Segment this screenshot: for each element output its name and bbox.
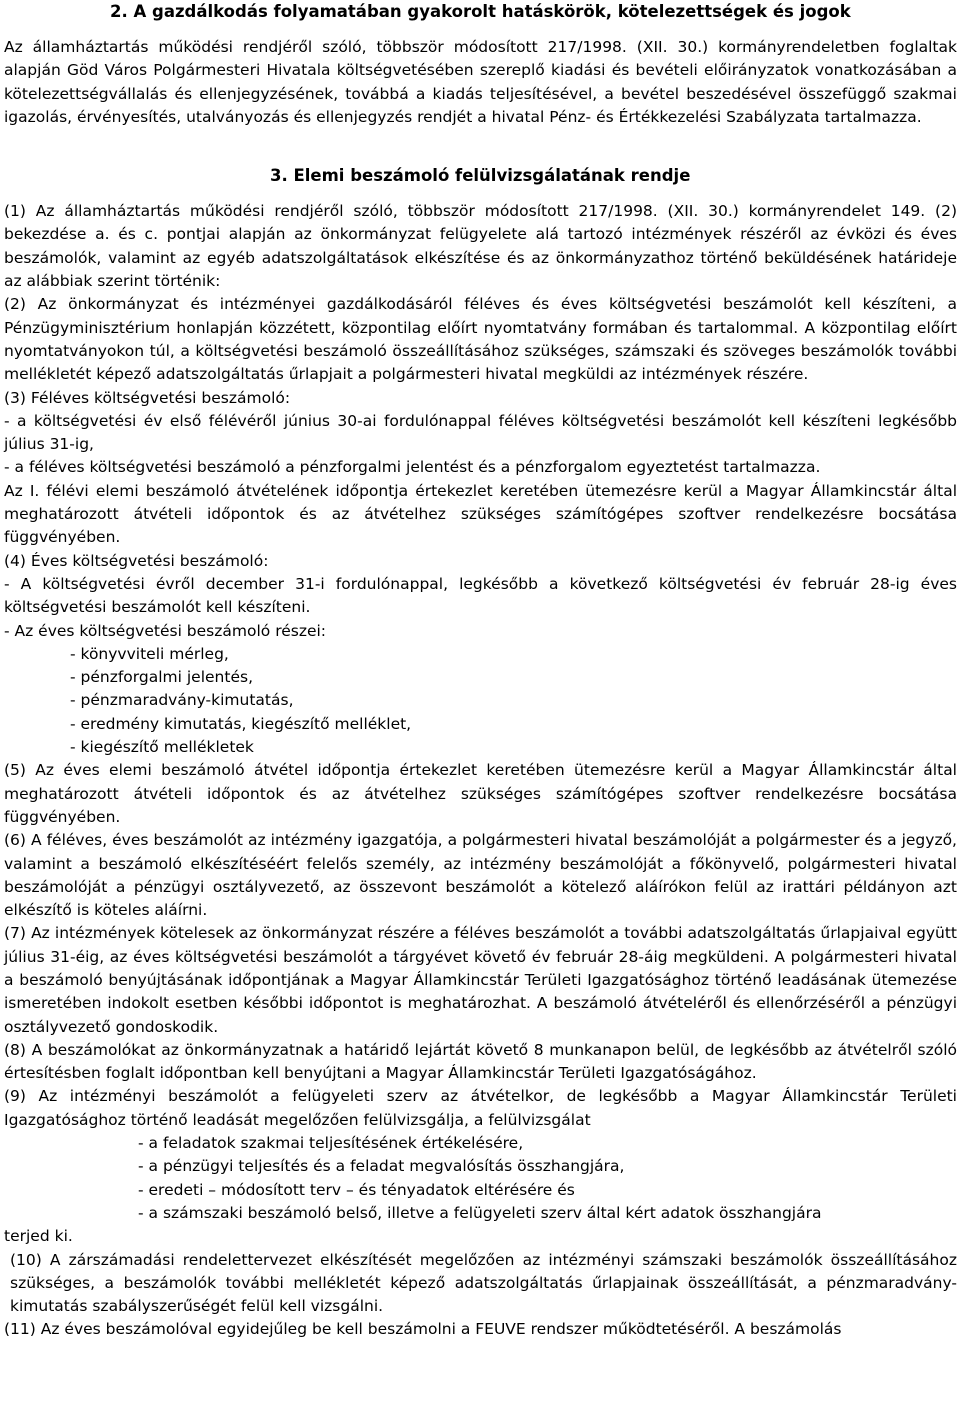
list-item: - a számszaki beszámoló belső, illetve a felügyeleti szerv által kért adatok összhangjára (138, 1203, 822, 1222)
section-2-heading: 2. A gazdálkodás folyamatában gyakorolt hatáskörök, kötelezettségek és jogok (110, 2, 851, 21)
list-item: - a feladatok szakmai teljesítésének értékelésére, (138, 1134, 524, 1153)
list-item: - könyvviteli mérleg, (70, 644, 229, 663)
paragraph-9-end: terjed ki. (4, 1227, 73, 1246)
paragraph-8: (8) A beszámolókat az önkormányzatnak a határidő lejártát követő 8 munkanapon belül, de legkésőbb az átvételről szóló értesítésben foglalt időpontban kell benyújtani a Magyar Államkincstár Területi Igazgatóságához. (4, 1040, 957, 1083)
paragraph-3-title: (3) Féléves költségvetési beszámoló: (4, 388, 291, 407)
list-item: - eredmény kimutatás, kiegészítő melléklet, (70, 714, 412, 733)
list-item: - eredeti – módosított terv – és tényadatok eltérésére és (138, 1180, 575, 1199)
paragraph-5: (5) Az éves elemi beszámoló átvétel időpontja értekezlet keretében ütemezésre kerül a Magyar Államkincstár által meghatározott átvételi időpontok és az átvételhez szükséges számítógépes szoftver rendelkezésre bocsátása függvényében. (4, 761, 957, 826)
paragraph-4-b: - Az éves költségvetési beszámoló részei: (4, 621, 327, 640)
paragraph-4-a: - A költségvetési évről december 31-i fordulónappal, legkésőbb a következő költségvetési év február 28-ig éves költségvetési beszámolót kell készíteni. (4, 574, 957, 617)
report-parts-list (4, 643, 957, 759)
paragraph-10: (10) A zárszámadási rendelettervezet elkészítését megelőzően az intézményi számszaki beszámolók összeállításához szükséges, a beszámolók további mellékletét képező adatszolgáltatás űrlapjainak összeállítását, a pénzmaradvány-kimutatás szabályszerűségét felül kell vizsgálni. (10, 1250, 957, 1316)
paragraph-3-a: - a költségvetési év első félévéről június 30-ai fordulónappal féléves költségvetési beszámolót kell készíteni legkésőbb július 31-ig, (4, 411, 957, 454)
section-2-paragraph: Az államháztartás működési rendjéről szóló, többször módosított 217/1998. (XII. 30.) kormányrendeletben foglaltak alapján Göd Város Polgármesteri Hivatala költségvetésében szereplő kiadási és bevételi előirányzatok vonatkozásában a kötelezettségvállalás és ellenjegyzésének, továbbá a kiadás teljesítésével, a bevétel beszedésével összefüggő szakmai igazolás, érvényesítés, utalványozás és ellenjegyzés rendjét a hivatal Pénz- és Értékkezelési Szabályzata tartalmazza. (4, 38, 957, 126)
list-item: - pénzforgalmi jelentés, (70, 668, 253, 687)
section-3-heading: 3. Elemi beszámoló felülvizsgálatának rendje (270, 166, 691, 186)
paragraph-6: (6) A féléves, éves beszámolót az intézmény igazgatója, a polgármesteri hivatal beszámolóját a polgármester és a jegyző, valamint a beszámoló elkészítéséért felelős személy, az intézmény beszámolóját a főkönyvelő, polgármesteri hivatal beszámolóját a pénzügyi osztályvezető, az összevont beszámolót a kötelező aláírókon felül az irattári példányon azt elkészítő is köteles aláírni. (4, 831, 957, 920)
paragraph-9: (9) Az intézményi beszámolót a felügyeleti szerv az átvételkor, de legkésőbb a Magyar Államkincstár Területi Igazgatósághoz történő leadását megelőzően felülvizsgálja, a felülvizsgálat (4, 1087, 957, 1129)
list-item: - pénzmaradvány-kimutatás, (70, 691, 294, 710)
paragraph-1: (1) Az államháztartás működési rendjéről szóló, többször módosított 217/1998. (XII. 30.) kormányrendelet 149. (2) bekezdése a. és c. pontjai alapján az önkormányzat felügyelete alá tartozó intézmények részéről az évközi és éves beszámolók, valamint az egyéb adatszolgáltatások elkészítése és az önkormányzathoz történő beküldésének határideje az alábbiak szerint történik: (4, 202, 957, 291)
paragraph-2: (2) Az önkormányzat és intézményei gazdálkodásáról féléves és éves költségvetési beszámolót kell készíteni, a Pénzügyminisztérium honlapján közzétett, központilag előírt nyomtatvány formában és tartalommal. A központilag előírt nyomtatványokon túl, a költségvetési beszámoló összeállításához szükséges, számszaki és szöveges beszámolók további mellékletét képező adatszolgáltatás űrlapjait a polgármesteri hivatal megküldi az intézmények részére. (4, 295, 957, 384)
paragraph-7: (7) Az intézmények kötelesek az önkormányzat részére a féléves beszámolót a további adatszolgáltatás űrlapjaival együtt július 31-éig, az éves költségvetési beszámolót a tárgyévet követő év február 28-áig megküldeni. A polgármesteri hivatal a beszámoló benyújtásának időpontjának a Magyar Államkincstár Területi Igazgatósághoz történő leadásának ütemezése ismeretében indokolt esetben későbbi időpontot is meghatározhat. A beszámoló átvételéről és ellenőrzéséről a pénzügyi osztályvezető gondoskodik. (4, 924, 957, 1036)
paragraph-11: (11) Az éves beszámolóval egyidejűleg be kell beszámolni a FEUVE rendszer működtetéséről. A beszámolás (4, 1320, 842, 1339)
paragraph-3-b: - a féléves költségvetési beszámoló a pénzforgalmi jelentést és a pénzforgalom egyeztetést tartalmazza. (4, 458, 821, 477)
paragraph-3-c: Az I. félévi elemi beszámoló átvételének időpontja értekezlet keretében ütemezésre kerül a Magyar Államkincstár által meghatározott átvételi időpontok és az átvételhez szükséges számítógépes szoftver rendelkezésre bocsátása függvényében. (4, 481, 957, 547)
list-item: - a pénzügyi teljesítés és a feladat megvalósítás összhangjára, (138, 1157, 625, 1176)
review-scope-list (4, 1132, 957, 1225)
document-page (4, 0, 957, 1342)
paragraph-4-title: (4) Éves költségvetési beszámoló: (4, 551, 269, 570)
list-item: - kiegészítő mellékletek (70, 738, 254, 757)
